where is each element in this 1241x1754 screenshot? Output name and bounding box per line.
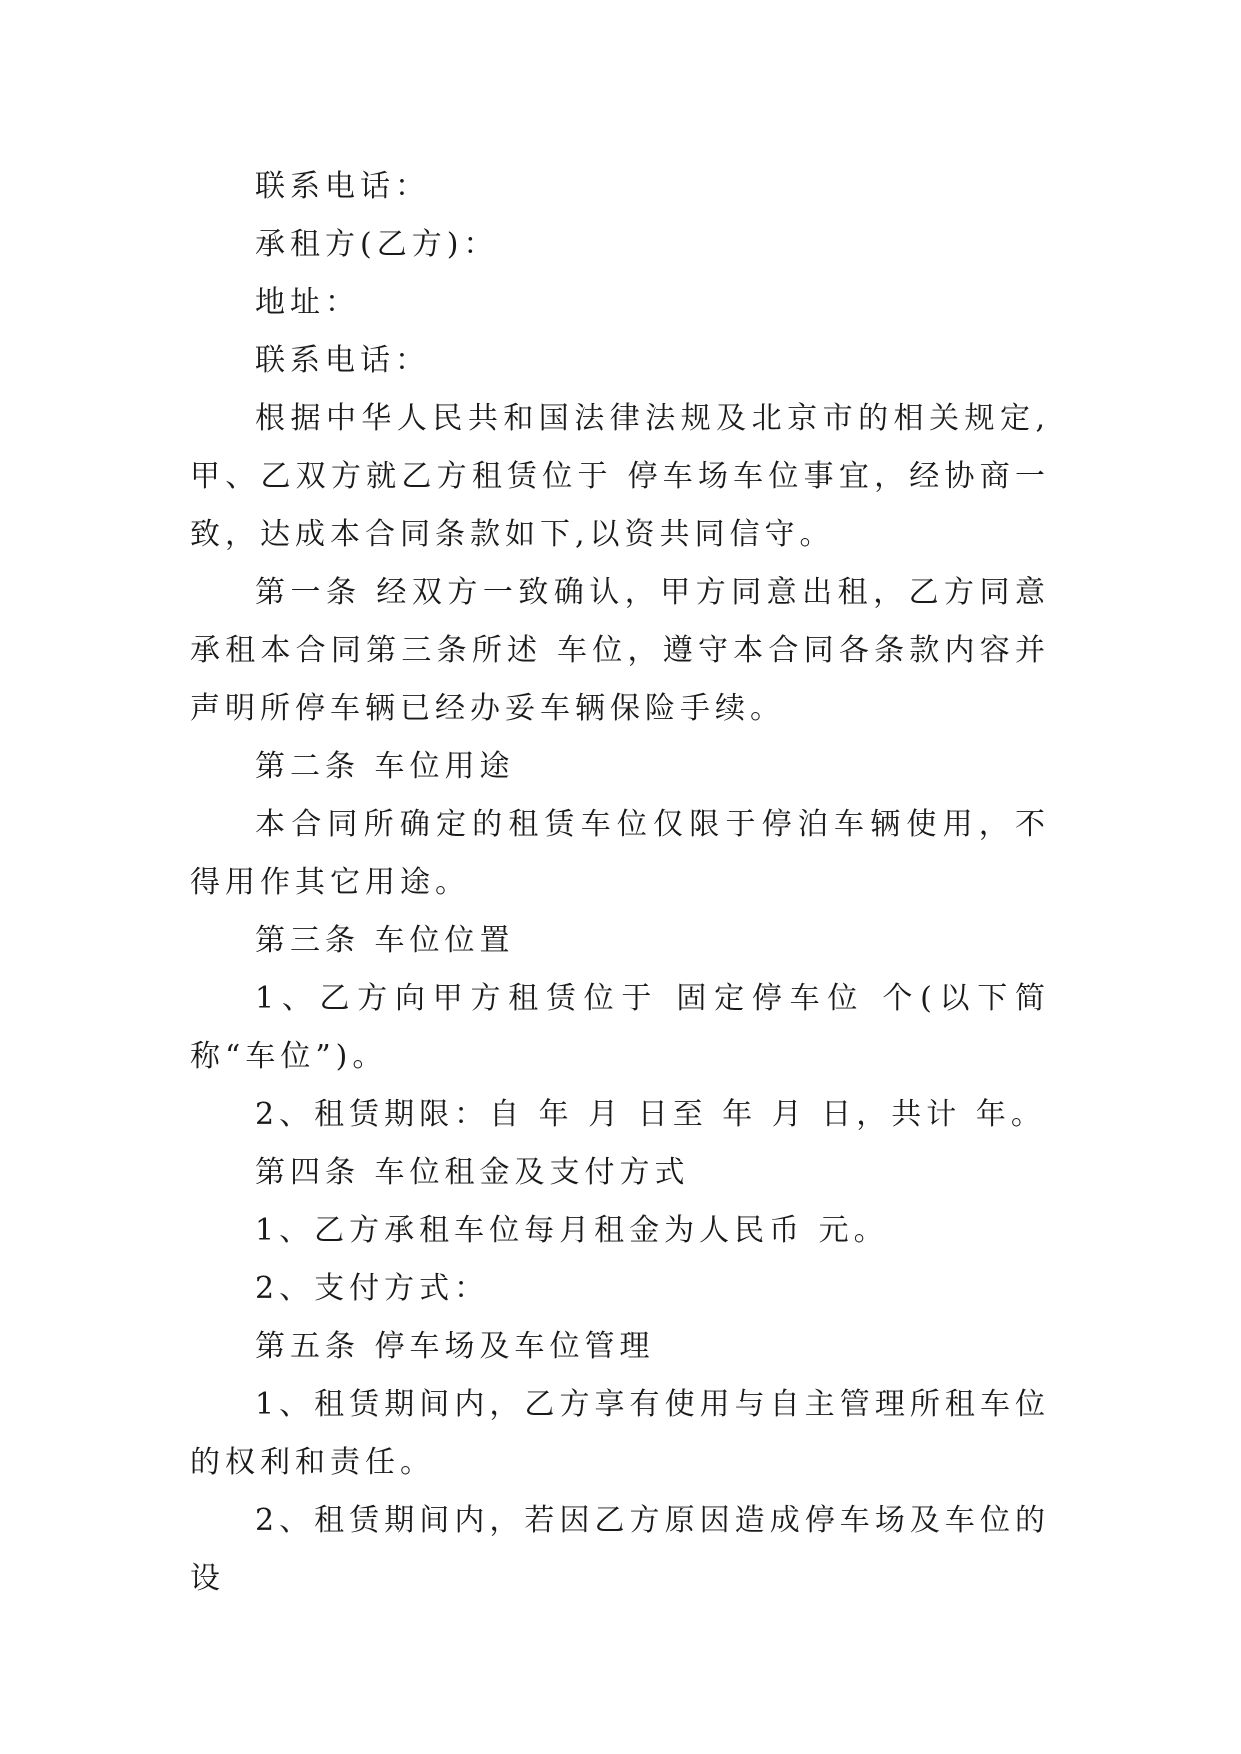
document-page bbox=[190, 158, 1050, 1608]
contact-phone-lessee: 联系电话： bbox=[255, 343, 430, 378]
lessee-party: 承租方(乙方)： bbox=[255, 227, 499, 262]
article-4-item-1: 1、乙方承租车位每月租金为人民币 元。 bbox=[255, 1213, 889, 1248]
article-3-item-1: 1、乙方向甲方租赁位于 固定停车位 个(以下简称“车位”)。 bbox=[190, 981, 1050, 1074]
article-2-body: 本合同所确定的租赁车位仅限于停泊车辆使用，不得用作其它用途。 bbox=[190, 807, 1050, 900]
article-5-item-1: 1、租赁期间内，乙方享有使用与自主管理所租车位的权利和责任。 bbox=[190, 1387, 1050, 1480]
article-5-item-2: 2、租赁期间内，若因乙方原因造成停车场及车位的设 bbox=[190, 1503, 1050, 1596]
article-3-item-2: 2、租赁期限：自 年 月 日至 年 月 日，共计 年。 bbox=[255, 1097, 1046, 1132]
contact-phone-lessor: 联系电话： bbox=[255, 169, 430, 204]
article-2-heading: 第二条 车位用途 bbox=[255, 749, 515, 784]
article-3-heading: 第三条 车位位置 bbox=[255, 923, 515, 958]
article-4-heading: 第四条 车位租金及支付方式 bbox=[255, 1155, 690, 1190]
preamble-paragraph: 根据中华人民共和国法律法规及北京市的相关规定,甲、乙双方就乙方租赁位于 停车场车位事宜，经协商一致，达成本合同条款如下,以资共同信守。 bbox=[190, 401, 1050, 552]
article-5-heading: 第五条 停车场及车位管理 bbox=[255, 1329, 655, 1364]
article-4-item-2: 2、支付方式： bbox=[255, 1271, 490, 1306]
lessee-address: 地址： bbox=[255, 285, 360, 320]
article-1: 第一条 经双方一致确认，甲方同意出租，乙方同意承租本合同第三条所述 车位，遵守本合同各条款内容并声明所停车辆已经办妥车辆保险手续。 bbox=[190, 575, 1050, 726]
